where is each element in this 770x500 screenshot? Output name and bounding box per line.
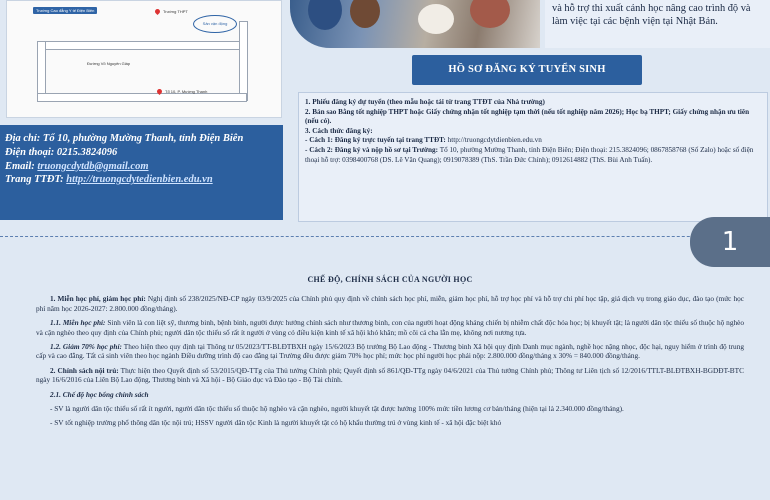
map-label-stadium: Sân vận động — [193, 15, 237, 33]
policy-1-label: 1. Miễn học phí, giảm học phí: — [50, 294, 146, 304]
map-road — [37, 41, 247, 50]
policy-paragraph-1-2 — [36, 342, 744, 361]
map-label-address: Tổ 10, P. Mường Thanh — [165, 89, 208, 94]
way-2-label: - Cách 2: Đăng ký và nộp hồ sơ tại Trường: — [305, 145, 439, 154]
policy-paragraph-2-1-a: - SV là người dân tộc thiểu số rất ít người, người dân tộc thiểu số thuộc hộ nghèo và cận nghèo, người khuyết tật được hưởng 100% mức tiền lương cơ bản/tháng (hiện tại là 2.340.000 đồng/tháng). — [50, 404, 624, 414]
policy-1-2-label: 1.2. Giảm 70% học phí: — [50, 342, 122, 352]
policy-section — [0, 244, 770, 500]
map-road — [239, 21, 248, 101]
address-label: Địa chỉ: — [5, 133, 41, 144]
way-1-link[interactable]: http://truongcdytdienbien.edu.vn — [447, 136, 542, 145]
map-road — [37, 41, 46, 101]
contact-address — [5, 132, 275, 146]
policy-paragraph-2 — [36, 366, 744, 385]
policy-2-text: Thực hiện theo Quyết định số 53/2015/QĐ-TTg của Thủ tướng Chính phủ; Quyết định số 861/QĐ-TTg ngày 04/6/2021 của Thủ tướng Chính phủ; Thông tư Liên tịch số 12/2016/TTLT-BLĐTBXH-BGDĐT-BTC ngày 16/6/2016 của Liên Bộ Lao động, Thương binh và Xã hội - Bộ Giáo dục và Đào tạo - Bộ Tài chính. — [36, 365, 744, 385]
location-map — [6, 0, 282, 118]
website-label: Trang TTĐT: — [5, 174, 64, 186]
photo-figure — [470, 0, 510, 28]
phone-value: 0215.3824096 — [56, 146, 118, 158]
map-label-road: Đường Võ Nguyên Giáp — [87, 61, 131, 66]
policy-1-1-label: 1.1. Miễn học phí: — [50, 318, 106, 328]
page-divider — [0, 236, 770, 238]
policy-paragraph-2-1-b: - SV tốt nghiệp trường phổ thông dân tộc nội trú; HSSV người dân tộc Kinh là người khuyết tật có hộ khẩu thường trú ở vùng kinh tế - xã hội đặc biệt khó — [50, 418, 502, 428]
email-link[interactable]: truongcdytdb@gmail.com — [37, 160, 149, 172]
policy-2-1-label: 2.1. Chế độ học bổng chính sách — [50, 389, 149, 399]
map-label-school: Trường Cao đẳng Y tế Điện Biên — [33, 7, 97, 14]
policy-paragraph-2-1 — [36, 390, 744, 399]
page-number-tab: 1 — [690, 217, 770, 267]
policy-2-label: 2. Chính sách nội trú: — [50, 365, 119, 375]
phone-label: Điện thoại: — [5, 146, 55, 158]
intro-text-box — [545, 0, 770, 48]
contact-phone — [5, 146, 275, 160]
address-value: Tổ 10, phường Mường Thanh, tỉnh Điện Biên — [42, 133, 244, 144]
way-1-label: - Cách 1: Đăng ký trực tuyến tại trang TTĐT: — [305, 136, 446, 145]
registration-item-1: 1. Phiếu đăng ký dự tuyển (theo mẫu hoặc tải từ trang TTĐT của Nhà trường) — [305, 98, 545, 106]
top-section — [0, 0, 770, 232]
registration-item-2: 2. Bản sao Bằng tốt nghiệp THPT hoặc Giấy chứng nhận tốt nghiệp tạm thời (nếu tốt nghiệp năm 2026); Học bạ THPT; Giấy chứng nhận ưu tiên (nếu có). — [305, 107, 750, 126]
contact-panel — [0, 125, 283, 220]
policy-paragraph-1-1 — [36, 318, 744, 337]
website-link[interactable]: http://truongcdytedienbien.edu.vn — [66, 174, 213, 186]
map-label-highschool: Trường THPT — [163, 9, 188, 14]
policy-title: CHẾ ĐỘ, CHÍNH SÁCH CỦA NGƯỜI HỌC — [307, 275, 473, 284]
intro-text: và hỗ trợ thi xuất cảnh học nâng cao trình độ và làm việc tại các bệnh viện tại Nhật Bản. — [552, 3, 751, 27]
contact-email — [5, 160, 275, 174]
registration-box — [298, 92, 768, 222]
photo-figure — [308, 0, 342, 30]
email-label: Email: — [5, 160, 35, 172]
registration-title: HỒ SƠ ĐĂNG KÝ TUYỂN SINH — [412, 55, 642, 85]
photo-figure — [418, 4, 454, 34]
way-2-value: Tổ 10, phường Mường Thanh, tỉnh Điện Biên; Điện thoại: 215.3824096; 0867858768 (Số Zalo) hoặc số điện thoại hỗ trợ: 0398400768 (DS. Lê Văn Quang); 0919078389 (ThS. Trần Đức Chính); 0912614882 (ThS. Bùi Anh Tuấn). — [305, 145, 754, 164]
policy-1-text: Nghị định số 238/2025/NĐ-CP ngày 03/9/2025 của Chính phủ quy định về chính sách học phí, miễn, giảm học phí, hỗ trợ học phí và hỗ trợ chi phí học tập, giá dịch vụ trong giáo dục, đào tạo (mức học phí năm học 2026-2027: 2.800.000 đồng/tháng). — [36, 294, 745, 313]
registration-way-1 — [305, 136, 761, 146]
policy-paragraph-1 — [36, 294, 744, 313]
contact-website — [5, 173, 275, 187]
photo-figure — [350, 0, 380, 28]
students-photo — [290, 0, 540, 48]
registration-way-2 — [305, 146, 761, 165]
map-road — [37, 93, 247, 102]
policy-1-2-text: Theo hiện theo quy định tại Thông tư 05/2023/TT-BLĐTBXH ngày 15/6/2023 Bộ trưởng Bộ Lao động - Thương binh Xã hội quy định Danh mục ngành, nghề học nặng nhọc, độc hại, nguy hiểm ở trình độ trung cấp và cao đẳng. Tất cả sinh viên theo học ngành Điều dưỡng trình độ cao đẳng tại Trường đều được giảm 70% học phí; mức học phí người học phải nộp: 2.800.000 đồng/tháng x 30% = 840.000 đồng/tháng. — [36, 342, 744, 361]
registration-item-3: 3. Cách thức đăng ký: — [305, 126, 373, 135]
policy-1-1-text: Sinh viên là con liệt sỹ, thương binh, bệnh binh, người được hưởng chính sách như thương binh, con của người hoạt động kháng chiến bị nhiễm chất độc hóa học; bị khuyết tật; là người dân tộc thiểu số thuộc hộ nghèo và cận nghèo theo quy định của Chính phủ; người dân tộc thiểu số rất ít người ở vùng có điều kiện kinh tế xã hội khó khăn; mồ côi cả cha lẫn mẹ, không nơi nương tựa. — [36, 318, 745, 337]
map-pin-icon — [154, 8, 161, 15]
